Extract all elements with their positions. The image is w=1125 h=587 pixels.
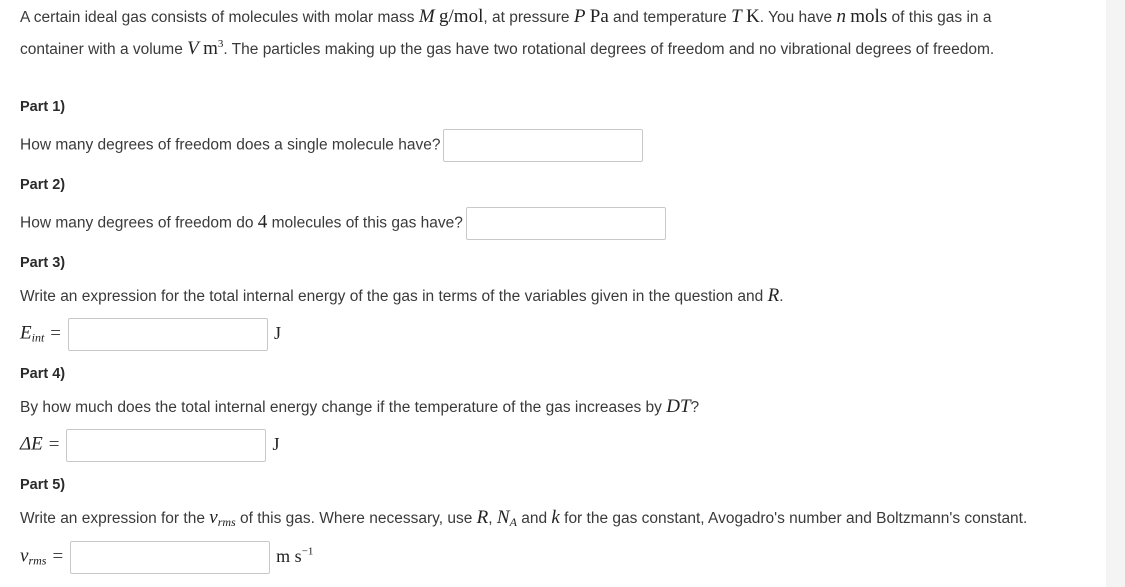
unit-m3-exponent: 3 <box>217 38 224 50</box>
part-2-label: Part 2) <box>20 177 66 193</box>
e-int-subscript: int <box>31 330 45 345</box>
intro-text: and temperature <box>608 9 732 26</box>
intro-text: container with a volume <box>20 41 188 58</box>
unit-Pa: Pa <box>589 6 609 27</box>
var-P: P <box>573 6 586 27</box>
part-2-question-row <box>20 207 666 240</box>
var-k: k <box>551 507 560 528</box>
part-5-question-text: for the gas constant, Avogadro's number and Boltzmann's constant. <box>559 510 1028 527</box>
part-5-question <box>20 507 1027 530</box>
intro-text: . You have <box>759 9 837 26</box>
part-5-label: Part 5) <box>20 477 66 493</box>
part-5-answer-row <box>20 541 313 574</box>
part-4-answer-row <box>20 429 280 462</box>
problem-statement <box>20 4 1090 63</box>
unit-K: K <box>746 6 760 27</box>
v-rms-subscript: rms <box>28 553 47 568</box>
var-R: R <box>476 507 489 528</box>
part-4-answer-input[interactable] <box>66 429 266 462</box>
part-4-question-end: ? <box>690 399 700 416</box>
intro-text: , at pressure <box>483 9 574 26</box>
part-5-question-text: Write an expression for the <box>20 510 210 527</box>
unit-exponent: −1 <box>301 545 314 558</box>
equals-sign: = <box>50 322 61 344</box>
var-M: M <box>418 6 435 27</box>
var-n: n <box>836 6 846 27</box>
part-1-question: How many degrees of freedom does a single molecule have? <box>20 136 441 154</box>
part-1-answer-input[interactable] <box>443 129 643 162</box>
equals-sign: = <box>52 545 64 567</box>
molecule-count: 4 <box>257 211 268 233</box>
intro-text: of this gas in a <box>887 9 992 26</box>
var-NA: N <box>496 507 510 528</box>
var-T: T <box>731 6 742 27</box>
part-3-question-text: Write an expression for the total internal energy of the gas in terms of the variables given in the question and <box>20 288 768 305</box>
v-rms-symbol: v <box>20 545 29 567</box>
part-3-question <box>20 285 784 307</box>
unit-joules: J <box>274 322 282 343</box>
part-2-question: How many degrees of freedom do <box>20 214 258 232</box>
var-R: R <box>767 285 780 306</box>
part-4-question <box>20 396 699 418</box>
e-int-symbol: E <box>20 322 32 344</box>
part-3-answer-row <box>20 318 281 351</box>
intro-text: . The particles making up the gas have two rotational degrees of freedom and no vibrational degrees of freedom. <box>223 41 995 58</box>
unit-joules: J <box>272 433 280 454</box>
var-NA-subscript: A <box>509 515 517 529</box>
part-2-answer-input[interactable] <box>466 207 666 240</box>
var-DT: DT <box>666 396 691 417</box>
part-5-question-text: of this gas. Where necessary, use <box>235 510 477 527</box>
part-5-answer-input[interactable] <box>70 541 270 574</box>
part-3-question-end: . <box>779 288 784 305</box>
var-v: v <box>209 507 218 528</box>
part-1-label: Part 1) <box>20 99 66 115</box>
part-3-label: Part 3) <box>20 255 66 271</box>
intro-text: A certain ideal gas consists of molecules with molar mass <box>20 9 419 26</box>
delta-e-symbol: ΔE <box>20 433 43 455</box>
part-2-question: molecules of this gas have? <box>267 214 463 232</box>
unit-meters-per-second: m s <box>276 545 302 566</box>
right-margin-strip <box>1106 0 1125 587</box>
separator: and <box>516 510 552 527</box>
unit-mols: mols <box>850 6 888 27</box>
equals-sign: = <box>48 433 60 455</box>
var-v-subscript: rms <box>217 515 236 529</box>
unit-m3: m <box>203 38 218 59</box>
separator: , <box>488 510 497 527</box>
part-3-answer-input[interactable] <box>68 318 268 351</box>
unit-gmol: g/mol <box>439 6 484 27</box>
part-4-question-text: By how much does the total internal energy change if the temperature of the gas increases by <box>20 399 667 416</box>
part-4-label: Part 4) <box>20 366 66 382</box>
var-V: V <box>187 38 199 59</box>
part-1-question-row <box>20 129 643 162</box>
